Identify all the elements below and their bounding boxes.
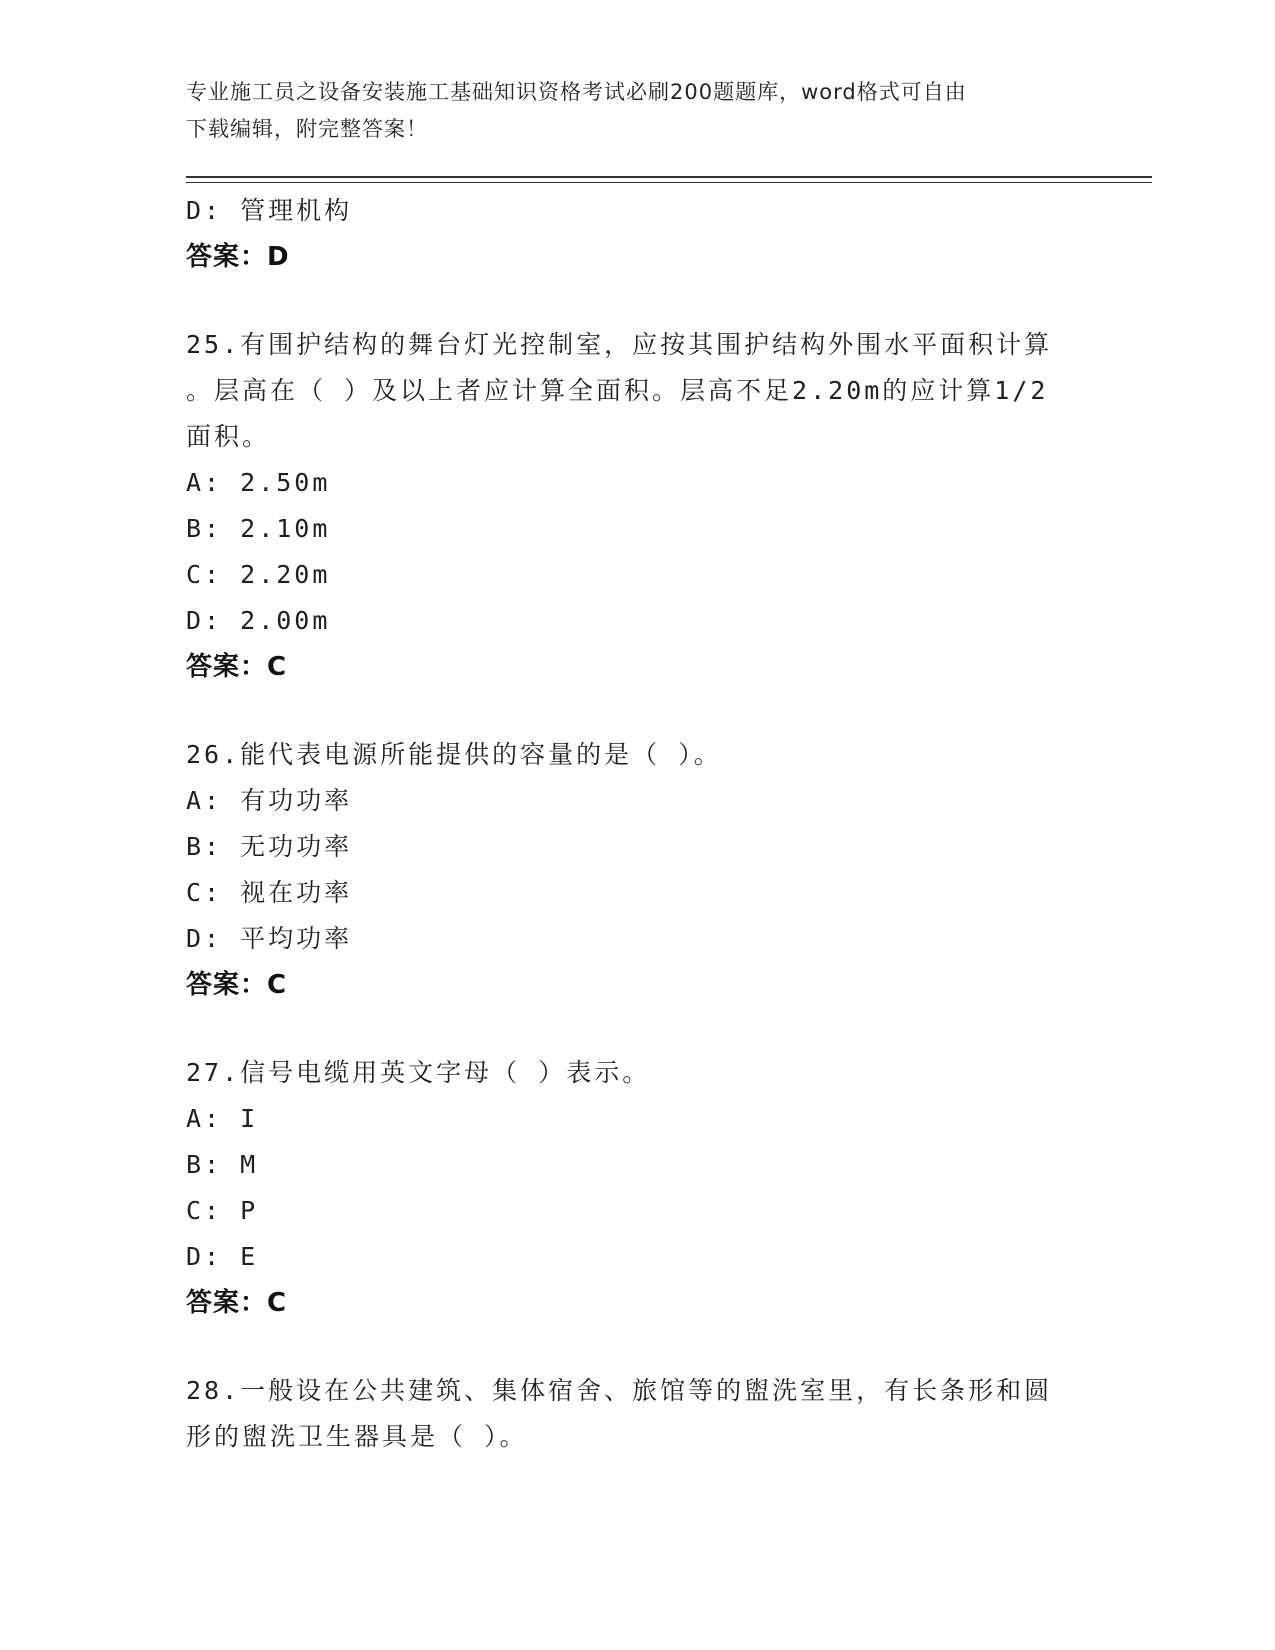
header-line-2: 下载编辑，附完整答案！	[186, 117, 428, 141]
option-a: A: I	[186, 1104, 259, 1133]
question-27	[186, 1050, 1086, 1326]
option-c: C: 2.20m	[186, 560, 331, 589]
option-b: B: 无功功率	[186, 832, 353, 861]
document-header	[186, 74, 1086, 148]
answer: 答案：C	[186, 970, 288, 1000]
question-24-tail	[186, 188, 1086, 280]
question-text-line: 形的盥洗卫生器具是（ ）。	[186, 1422, 528, 1451]
spacer	[186, 1326, 1086, 1368]
option-a: A: 有功功率	[186, 786, 353, 815]
header-divider-thin	[186, 182, 1152, 183]
question-text-line: 25.有围护结构的舞台灯光控制室，应按其围护结构外围水平面积计算	[186, 330, 1053, 359]
option-d: D: 平均功率	[186, 924, 353, 953]
spacer	[186, 1008, 1086, 1050]
question-text-line: 27.信号电缆用英文字母（ ）表示。	[186, 1058, 651, 1087]
spacer	[186, 690, 1086, 732]
question-28	[186, 1368, 1086, 1460]
option-d: D: 2.00m	[186, 606, 331, 635]
header-line-1: 专业施工员之设备安装施工基础知识资格考试必刷200题题库，word格式可自由	[186, 80, 967, 104]
header-divider-thick	[186, 176, 1152, 178]
option-c: C: P	[186, 1196, 259, 1225]
question-text-line: 面积。	[186, 422, 271, 451]
question-26	[186, 732, 1086, 1008]
option-b: B: M	[186, 1150, 259, 1179]
answer: 答案：C	[186, 1288, 288, 1318]
spacer	[186, 280, 1086, 322]
option-d: D: 管理机构	[186, 196, 353, 225]
answer: 答案：D	[186, 242, 290, 272]
option-d: D: E	[186, 1242, 259, 1271]
question-text-line: 26.能代表电源所能提供的容量的是（ ）。	[186, 740, 722, 769]
option-a: A: 2.50m	[186, 468, 331, 497]
option-b: B: 2.10m	[186, 514, 331, 543]
question-text-line: 28.一般设在公共建筑、集体宿舍、旅馆等的盥洗室里，有长条形和圆	[186, 1376, 1053, 1405]
question-content	[186, 188, 1086, 1460]
question-25	[186, 322, 1086, 690]
option-c: C: 视在功率	[186, 878, 353, 907]
question-text-line: 。层高在（ ）及以上者应计算全面积。层高不足2.20m的应计算1/2	[186, 376, 1049, 405]
answer: 答案：C	[186, 652, 288, 682]
